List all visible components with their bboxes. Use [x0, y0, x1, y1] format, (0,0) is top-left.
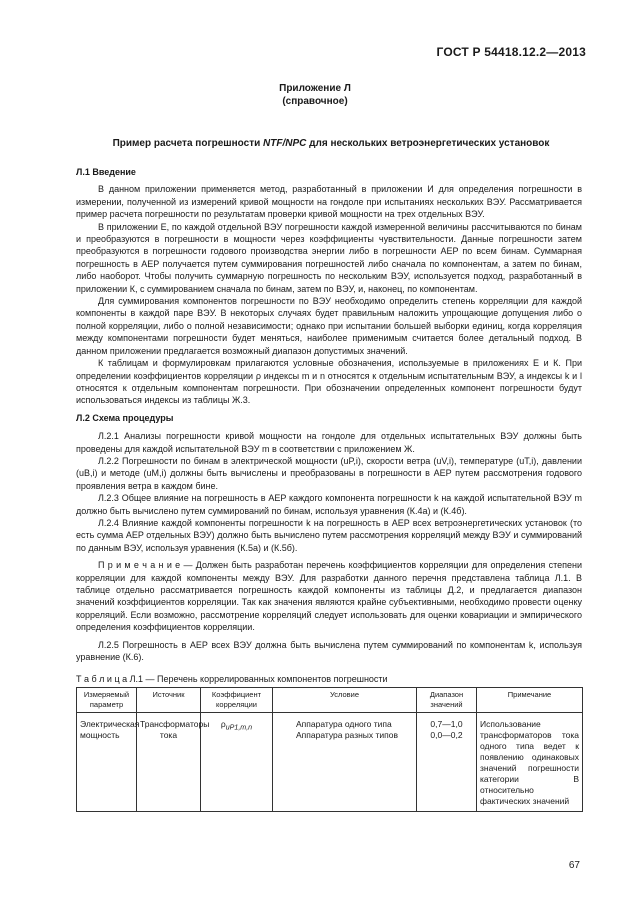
header-range: Диапазон значений: [417, 688, 477, 713]
section-title-intro: Л.1 Введение: [76, 167, 136, 177]
range-same-type: 0,7—1,0: [430, 719, 463, 729]
document-code: ГОСТ Р 54418.12.2—2013: [436, 45, 586, 59]
page-number: 67: [568, 860, 580, 871]
cell-condition: [273, 713, 417, 812]
correlation-table: [76, 687, 583, 812]
table-header-row: [77, 688, 583, 713]
cell-parameter: Электрическая мощность: [77, 713, 137, 812]
intro-paragraph-1: В данном приложении применяется метод, разработанный в приложении И для определения погрешности в измерении, полученной из измерений кривой мощности на гондоле при испытаниях нескольких ВЭУ. Рассматривается пример расчета погрешности по результатам проверки кривой мощности на трех отдельных ВЭУ.: [76, 184, 582, 220]
header-note: Примечание: [477, 688, 583, 713]
cell-source: Трансформаторы тока: [137, 713, 201, 812]
intro-paragraph-3: Для суммирования компонентов погрешности по ВЭУ необходимо определить степень корреляции для каждой компоненты в каждой паре ВЭУ. В некоторых случаях будет правильным наложить упрощающие допущения либо о полной корреляции, либо о полной независимости; однако при испытании большей выборки единиц, когда корреляция между компонентами погрешности будет меняться, наиболее применимым считается более детальный подход. В данном приложении предлагается возможный диапазон допустимых значений.: [76, 296, 582, 356]
document-body: [76, 166, 582, 663]
header-source: Источник: [137, 688, 201, 713]
intro-paragraph-2: В приложении Е, по каждой отдельной ВЭУ погрешности каждой измеренной величины рассчитываются по бинам и преобразуются в погрешности в мощности через коэффициенты чувствительности. Данные погрешности затем преобразуются в погрешности годового производства энергии либо в погрешности AEP по всем бинам. Суммарная погрешность в AEP получается путем суммирования погрешностей либо сначала по компонентам, а затем по бинам, либо наоборот. Чтобы получить суммарную погрешность по нескольким ВЭУ, используется подход, разработанный в приложении К, с суммированием сначала по бинам, затем по ВЭУ, и, наконец, по компонентам.: [76, 221, 582, 294]
procedure-paragraph-1: Л.2.1 Анализы погрешности кривой мощности на гондоле для отдельных испытательных ВЭУ должны быть проведены для каждой испытательной ВЭУ m в соответствии с приложением Ж.: [76, 431, 582, 454]
appendix-subtitle: (справочное): [282, 96, 348, 107]
cell-note: Использование трансформаторов тока одного типа ведет к появлению одинаковых значений погрешности категории В относительно фактических значений: [477, 713, 583, 812]
section-title-procedure: Л.2 Схема процедуры: [76, 412, 174, 423]
procedure-paragraph-4: Л.2.4 Влияние каждой компоненты погрешности k на погрешность в AEP всех ветроэнергетических установок (то есть сумма AEP отдельных ВЭУ) должно быть вычислено путем рассмотрения корреляций между ВЭУ и суммирований по данным ВЭУ, используя уравнения (К.5а) и (К.5б).: [76, 517, 582, 553]
cell-range: [417, 713, 477, 812]
procedure-paragraph-2: Л.2.2 Погрешности по бинам в электрической мощности (uP,i), скорости ветра (uV,i), температуре (uT,i), давлении (uB,i) и методе (uM,i) должны быть вычислены и преобразованы в погрешности в AEP путем рассмотрения годового проявления ветра в каждом бине.: [76, 455, 582, 491]
table-caption: Т а б л и ц а Л.1 — Перечень коррелированных компонентов погрешности: [76, 674, 388, 684]
appendix-title: Приложение Л: [279, 83, 351, 94]
header-coefficient: Коэффициент корреляции: [201, 688, 273, 713]
coef-symbol: ρ: [220, 719, 226, 729]
procedure-paragraph-3: Л.2.3 Общее влияние на погрешность в AEP каждого компонента погрешности k на каждой испытательной ВЭУ m должно быть вычислено путем суммирований по бинам, используя уравнения (К.4а) и (К.4б).: [76, 493, 582, 516]
procedure-note: П р и м е ч а н и е — Должен быть разработан перечень коэффициентов корреляции для определения степени корреляции для каждой компоненты между ВЭУ. Для разработки данного перечня представлена таблица Л.1. В таблице отдельно рассматривается погрешность каждой компоненты из таблицы Д.2, и предлагается диапазон значений коэффициентов корреляции. Так как значения являются крайне субъективными, необходимо провести оценку корреляций. Если возможно, рассмотрение корреляций следует использовать для оценки ковариации и эмпирического определения коэффициентов корреляции.: [76, 560, 582, 633]
appendix-heading: [0, 82, 630, 108]
header-parameter: Измеряемый параметр: [77, 688, 137, 713]
main-heading-italic: NTF/NPC: [263, 138, 307, 149]
table-row: [77, 713, 583, 812]
main-heading-post: для нескольких ветроэнергетических установок: [306, 138, 550, 149]
condition-same-type: Аппаратура одного типа: [296, 719, 392, 729]
main-heading: [76, 138, 586, 149]
coef-subscript: uP1,m,n: [225, 723, 253, 732]
range-different-types: 0,0—0,2: [430, 730, 463, 740]
procedure-paragraph-5: Л.2.5 Погрешность в AEP всех ВЭУ должна быть вычислена путем суммирований по компонентам k, используя уравнение (К.6).: [76, 639, 582, 663]
header-condition: Условие: [273, 688, 417, 713]
main-heading-pre: Пример расчета погрешности: [112, 138, 264, 149]
condition-different-types: Аппаратура разных типов: [296, 730, 398, 740]
intro-paragraph-4: К таблицам и формулировкам прилагаются условные обозначения, используемые в приложениях Е и К. При определении коэффициентов корреляции ρ индексы m и n относятся к отдельным испытательным ВЭУ, а индексы k и l относятся к отдельным компонентам погрешности. При обозначении определенных компонент погрешности будут использоваться индексы из таблицы Ж.3.: [76, 358, 582, 406]
cell-coefficient: [201, 713, 273, 812]
